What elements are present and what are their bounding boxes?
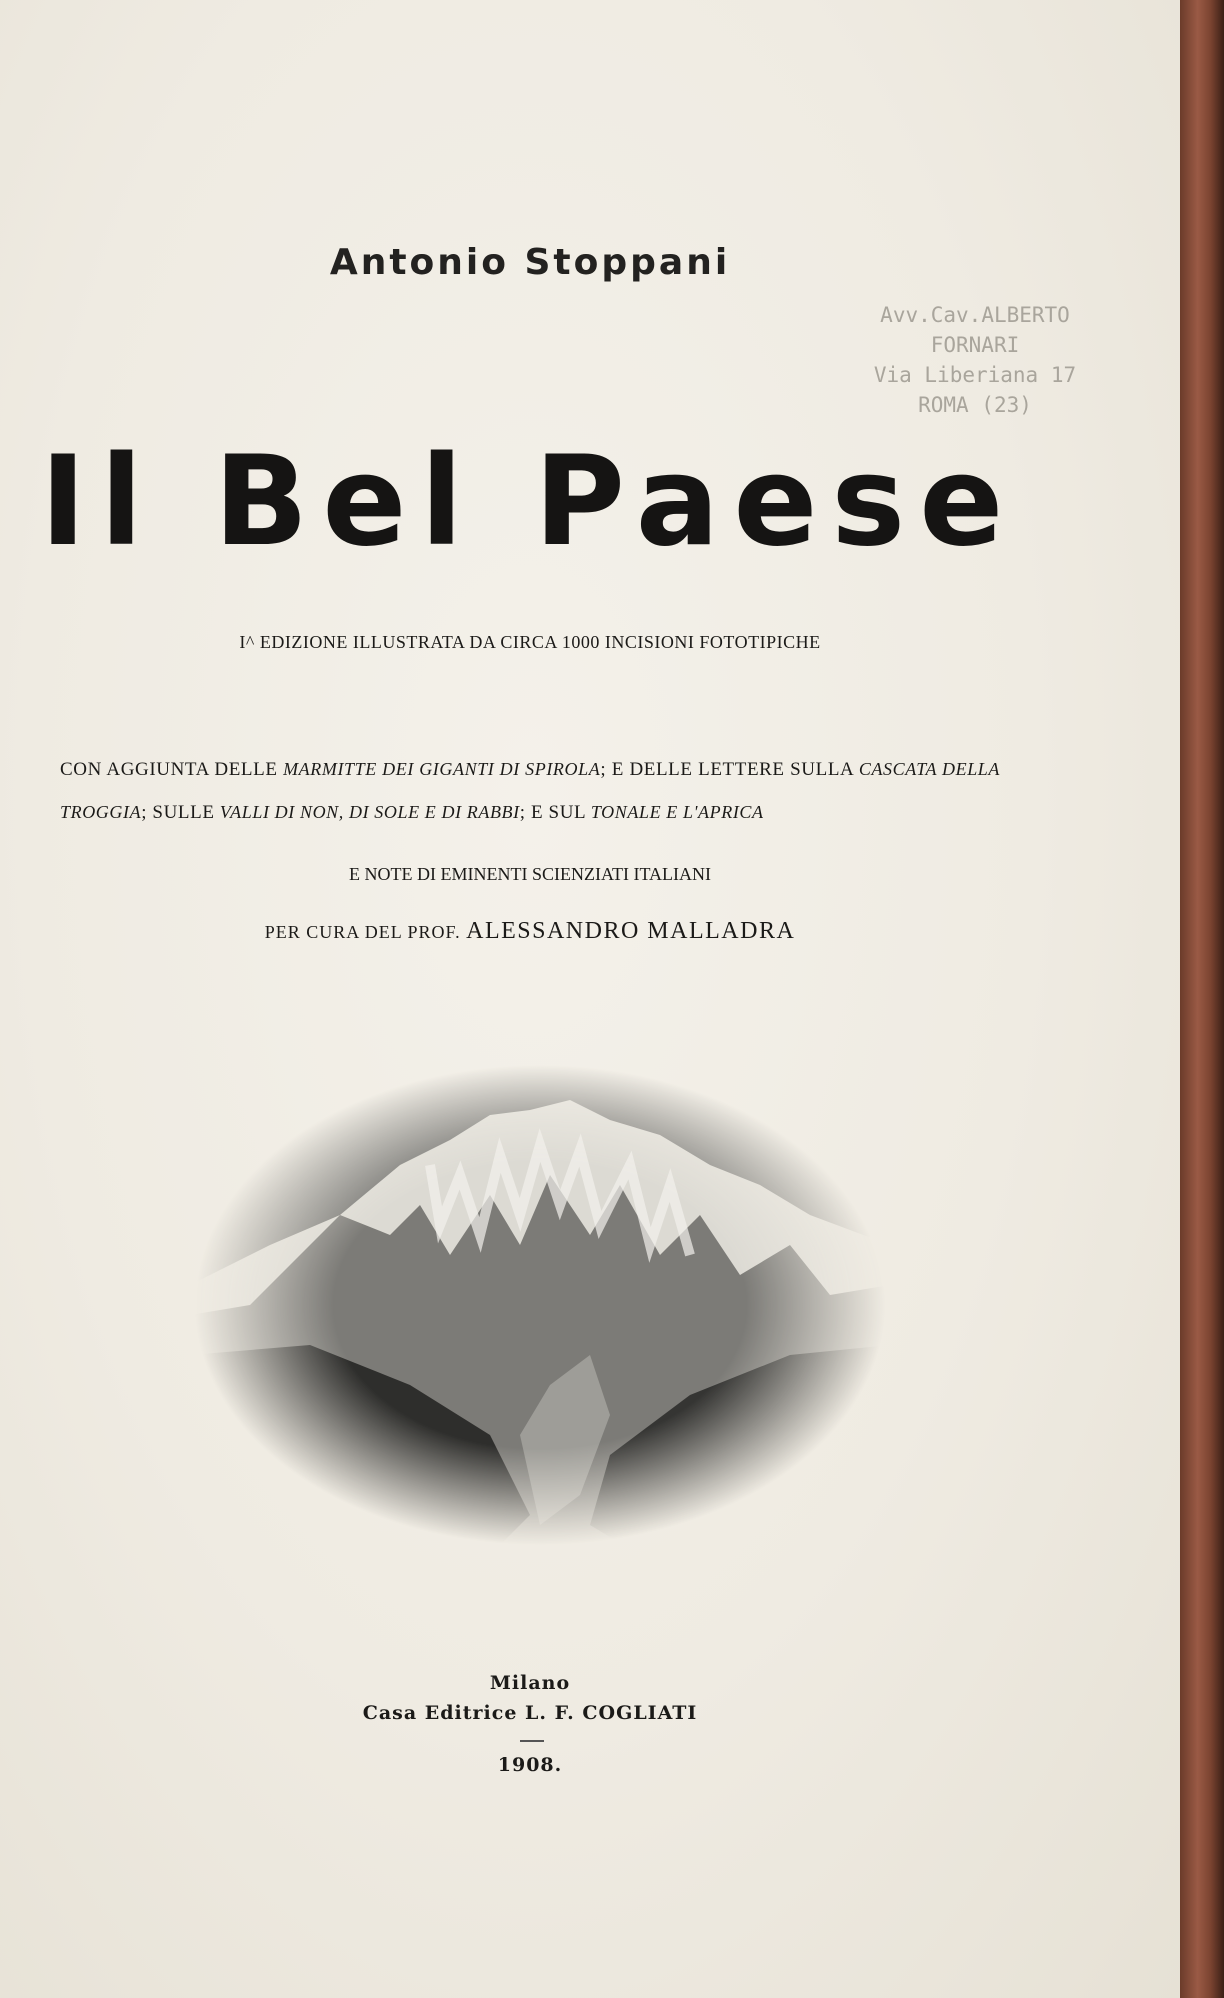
stamp-line-1: Avv.Cav.ALBERTO FORNARI bbox=[880, 303, 1070, 357]
stamp-line-2: Via Liberiana 17 bbox=[873, 363, 1077, 387]
contents-part-e: ; SULLE bbox=[141, 802, 215, 823]
imprint-place: Milano bbox=[489, 1672, 571, 1694]
notes-line: E NOTE DI EMINENTI SCIENZIATI ITALIANI bbox=[349, 864, 711, 884]
mountain-vignette bbox=[190, 1055, 890, 1555]
contents-part-a: CON AGGIUNTA DELLE bbox=[60, 759, 278, 780]
contents-paragraph bbox=[60, 748, 1000, 834]
contents-part-f: VALLI DI NON, DI SOLE E DI RABBI bbox=[219, 802, 520, 822]
contents-part-h: TONALE E L'APRICA bbox=[590, 802, 764, 822]
editor-line bbox=[0, 918, 1060, 945]
contents-part-d: CASCATA DELLA TROGGIA bbox=[60, 759, 1001, 822]
editor-name: ALESSANDRO MALLADRA bbox=[466, 918, 796, 944]
book-title: Il Bel Paese bbox=[40, 430, 1018, 574]
imprint-year: 1908. bbox=[497, 1754, 563, 1776]
stamp-line-3: ROMA (23) bbox=[918, 393, 1032, 417]
divider bbox=[520, 1740, 544, 1742]
binding-edge bbox=[1180, 0, 1224, 1998]
contents-part-c: ; E DELLE LETTERE SULLA bbox=[600, 759, 854, 780]
contents-part-g: ; E SUL bbox=[519, 802, 586, 823]
editor-prefix: PER CURA DEL PROF. bbox=[264, 922, 461, 942]
author-name: Antonio Stoppani bbox=[329, 242, 731, 283]
imprint-publisher: Casa Editrice L. F. COGLIATI bbox=[362, 1702, 698, 1724]
ownership-stamp bbox=[830, 300, 1120, 420]
edition-line: I^ EDIZIONE ILLUSTRATA DA CIRCA 1000 INCISIONI FOTOTIPICHE bbox=[239, 632, 821, 652]
contents-part-b: MARMITTE DEI GIGANTI DI SPIROLA bbox=[283, 759, 601, 779]
